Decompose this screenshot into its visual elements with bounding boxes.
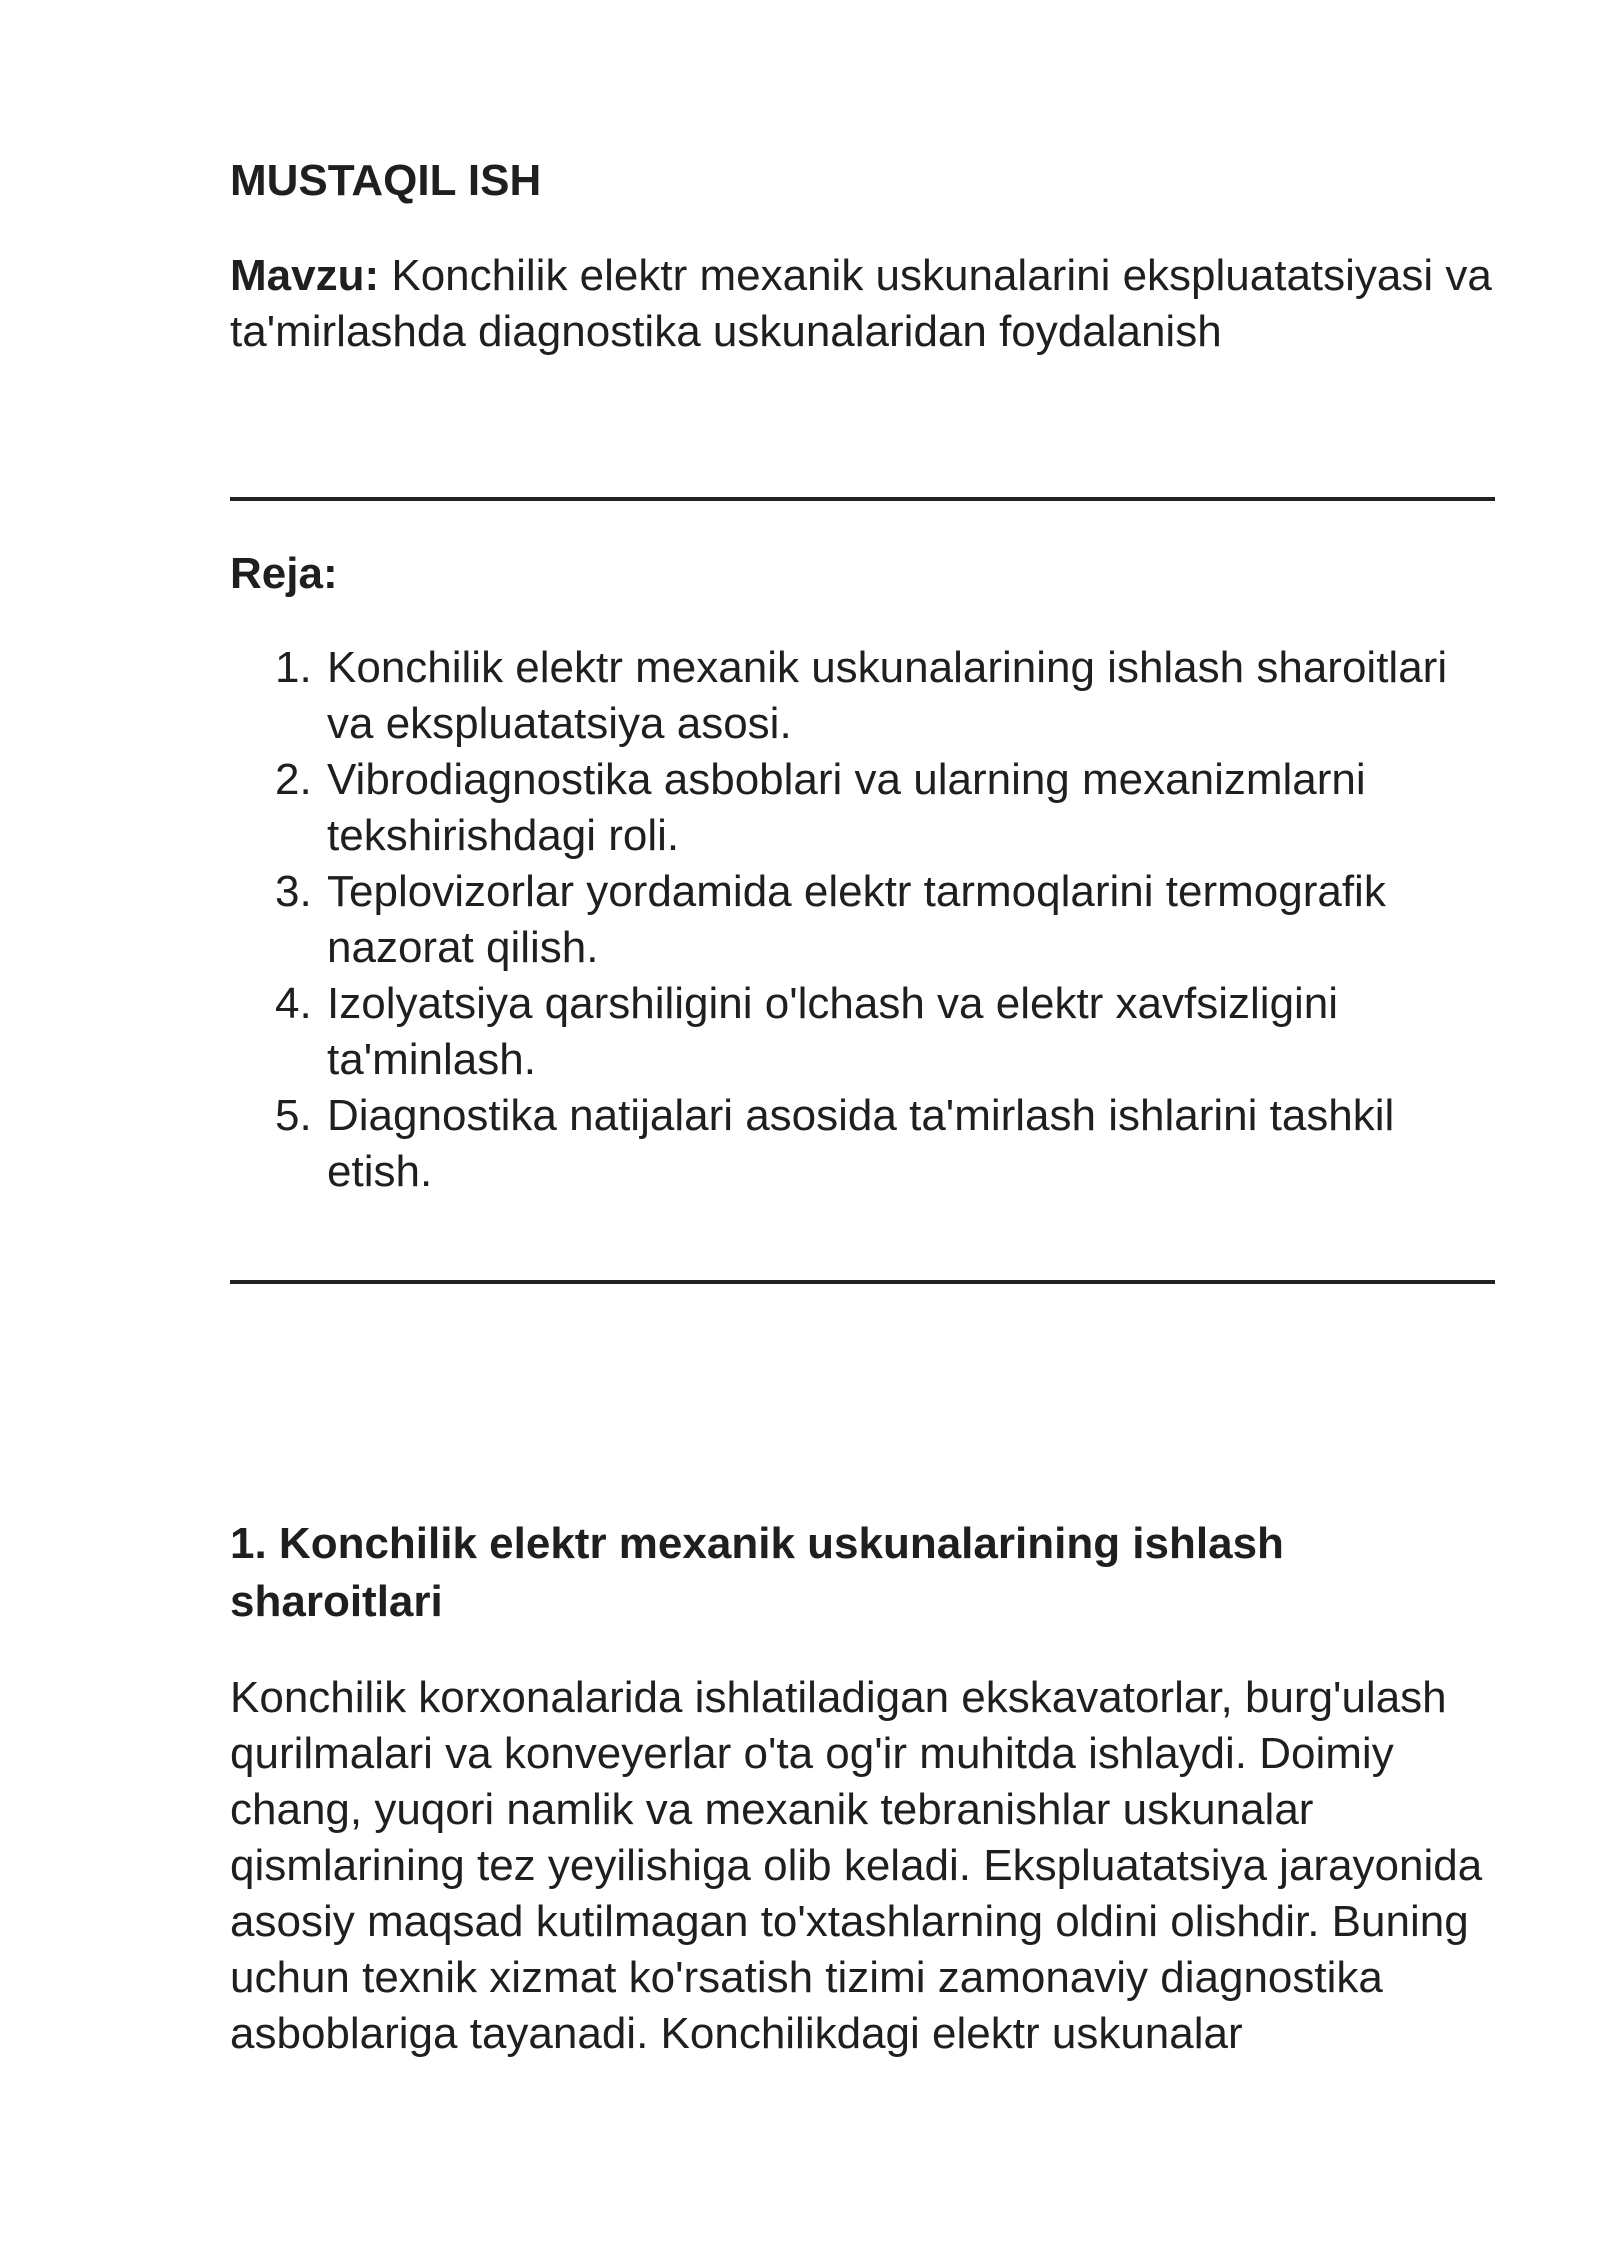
plan-item-number: 5. [275, 1091, 312, 1140]
topic-text: Konchilik elektr mexanik uskunalarini ekspluatatsiyasi va ta'mirlashda diagnostika uskunalaridan foydalanish [230, 251, 1492, 356]
divider-bottom [230, 1280, 1495, 1284]
plan-list [230, 640, 1495, 1200]
plan-item-number: 1. [275, 643, 312, 692]
divider-top [230, 497, 1495, 501]
plan-item-number: 2. [275, 755, 312, 804]
plan-item-text: Teplovizorlar yordamida elektr tarmoqlarini termografik nazorat qilish. [327, 867, 1386, 972]
topic-label: Mavzu: [230, 251, 380, 300]
plan-item [230, 864, 1495, 976]
plan-item [230, 640, 1495, 752]
plan-item [230, 1088, 1495, 1200]
plan-heading: Reja: [230, 549, 338, 598]
document-title: MUSTAQIL ISH [230, 156, 542, 205]
plan-item-text: Diagnostika natijalari asosida ta'mirlash ishlarini tashkil etish. [327, 1091, 1395, 1196]
plan-item-text: Izolyatsiya qarshiligini o'lchash va elektr xavfsizligini ta'minlash. [327, 979, 1339, 1084]
section-heading: 1. Konchilik elektr mexanik uskunalarining ishlash sharoitlari [230, 1519, 1284, 1626]
plan-item-number: 4. [275, 979, 312, 1028]
plan-item-number: 3. [275, 867, 312, 916]
plan-item [230, 752, 1495, 864]
plan-item-text: Konchilik elektr mexanik uskunalarining ishlash sharoitlari va ekspluatatsiya asosi. [327, 643, 1448, 748]
plan-item-text: Vibrodiagnostika asboblari va ularning mexanizmlarni tekshirishdagi roli. [327, 755, 1366, 860]
section-body-text: Konchilik korxonalarida ishlatiladigan ekskavatorlar, burg'ulash qurilmalari va konveyerlar o'ta og'ir muhitda ishlaydi. Doimiy chang, yuqori namlik va mexanik tebranishlar uskunalar qismlarining tez yeyilishiga olib keladi. Ekspluatatsiya jarayonida asosiy maqsad kutilmagan to'xtashlarning oldini olishdir. Buning uchun texnik xizmat ko'rsatish tizimi zamonaviy diagnostika asboblariga tayanadi. Konchilikdagi elektr uskunalar [230, 1673, 1483, 2058]
topic-paragraph [230, 248, 1495, 360]
plan-item [230, 976, 1495, 1088]
